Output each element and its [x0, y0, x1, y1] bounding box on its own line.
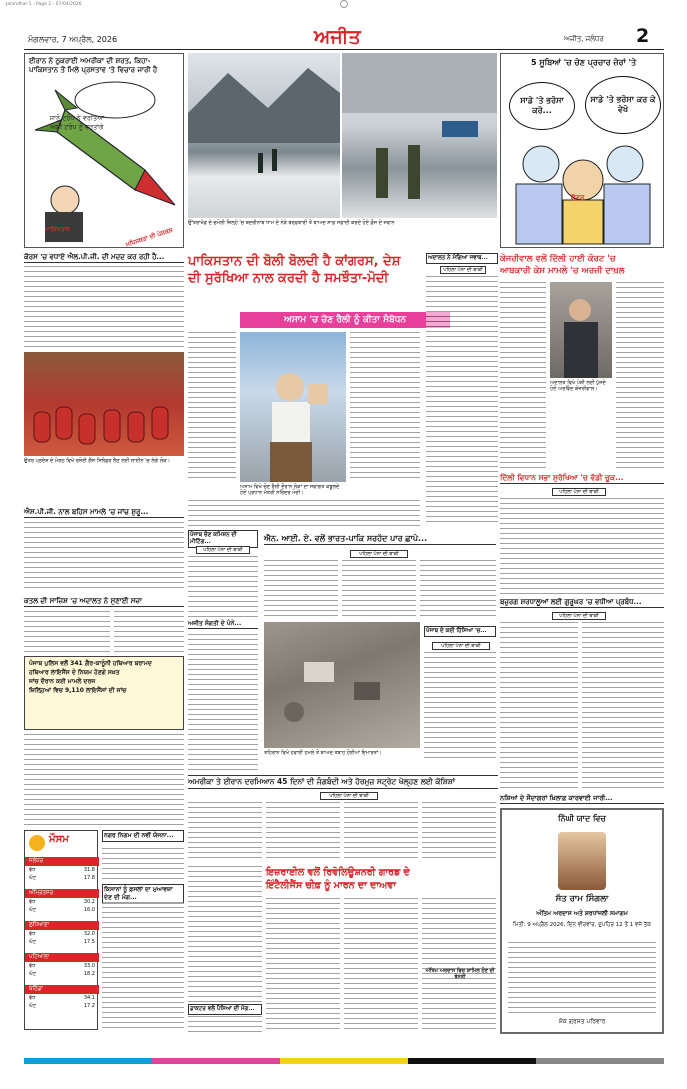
- text-left-mid: [24, 734, 184, 826]
- modi-photo: [240, 332, 346, 482]
- obituary-body: [508, 942, 656, 1016]
- obituary-details: ਮਿਤੀ: 9 ਅਪ੍ਰੈਲ 2026, ਦਿਨ ਵੀਰਵਾਰ, ਦੁਪਹਿਰ 12 ਤੋਂ 1 ਵਜੇ ਤੱਕ: [513, 922, 651, 928]
- print-imprint: Jalandhar-1 - Page 2 - 07/04/2026: [6, 2, 82, 7]
- highlight-item: ਜਾਂਚ ਦੌਰਾਨ ਕਈ ਮਾਮਲੇ ਦਰਜ: [29, 678, 96, 685]
- headline-court: ਕਤਲ ਦੀ ਸਾਜ਼ਿਸ਼ 'ਚ ਅਦਾਲਤ ਨੇ ਸੁਣਾਈ ਸਜ਼ਾ: [24, 597, 184, 607]
- headline-lpg: ਕੋਰਸ 'ਚ ਵਧਾਏ ਐਲ.ਪੀ.ਜੀ. ਦੀ ਮਦਦ ਕਰ ਰਹੀ ਹੈ...: [24, 253, 184, 263]
- cartoon-left-caption: ਈਰਾਨ ਨੇ ਠੁਕਰਾਈ ਅਮਰੀਕਾ ਦੀ ਸ਼ਰਤ, ਕਿਹਾ- ਪਾਕਿਸਤਾਨ ਤੋਂ ਮਿਲੇ ਪ੍ਰਸਤਾਵ 'ਤੇ ਵਿਚਾਰ ਜਾਰੀ ਹੈ: [29, 57, 158, 74]
- text-mid-right: [426, 276, 498, 526]
- cartoon-right-label: ਵੋਟਰ: [571, 194, 585, 202]
- weather-city: ਲੁਧਿਆਣਾ ਵੱਧ 32.0 ਘੱਟ 17.5: [25, 921, 99, 946]
- missile-illustration: [25, 80, 185, 248]
- weather-city-name: ਬਠਿੰਡਾ: [25, 985, 99, 994]
- masthead-city: ਅਜੀਤ, ਜਲੰਧਰ: [564, 35, 604, 43]
- text-israel-2: [266, 898, 340, 1032]
- headline-sansad: ਐਸ.ਪੀ.ਜੀ. ਨਾਲ ਬਹਿਸ ਮਾਮਲੇ 'ਚ ਜਾਂਚ ਸ਼ੁਰੂ...: [24, 508, 184, 518]
- cartoon-right: [500, 53, 664, 248]
- voter-illustration: [501, 134, 665, 248]
- headline-punjab-box: ਪੰਜਾਬ ਦੇ ਕਈ ਹਿੱਸਿਆਂ 'ਚ...: [424, 626, 496, 637]
- text-lead-col1: [188, 332, 236, 482]
- text-nia-1: [264, 560, 338, 618]
- headline-iran-war: ਅਮਰੀਕਾ ਤੇ ਈਰਾਨ ਦਰਮਿਆਨ 45 ਦਿਨਾਂ ਦੀ ਜੰਗਬੰਦੀ ਅਤੇ ਹੋਰਮੁਜ਼ ਸਟ੍ਰੇਟ ਖੋਲ੍ਹਣ ਲਈ ਕੋਸ਼ਿਸ਼ਾਂ: [188, 775, 498, 789]
- section-tag: ਪਹਿਲਾ ਪੰਨਾ ਦੀ ਬਾਕੀ: [440, 266, 486, 274]
- cartoon-left-speech: ਸਾਨੂੰ ਟਰੰਪ ਨੇ ਵਰਤਿਆ ਅਸੀਂ ਟਰੰਪ ਨੂੰ ਵਰਤਾਂਗੇ: [49, 114, 105, 131]
- highlight-item: ਹਥਿਆਰ ਲਾਇਸੈਂਸ ਦੇ ਨਿਯਮ ਹੋਣਗੇ ਸਖ਼ਤ: [29, 669, 120, 676]
- lead-headline-line1: ਪਾਕਿਸਤਾਨ ਦੀ ਬੋਲੀ ਬੋਲਦੀ ਹੈ ਕਾਂਗਰਸ, ਦੇਸ਼: [188, 254, 401, 269]
- page-number: 2: [636, 25, 650, 47]
- section-tag: ਪਹਿਲਾ ਪੰਨਾ ਦੀ ਬਾਕੀ: [196, 546, 250, 554]
- kejriwal-headline-line1: ਕੇਜਰੀਵਾਲ ਵਲੋਂ ਦਿੱਲੀ ਹਾਈ ਕੋਰਟ 'ਚ: [500, 254, 616, 264]
- cartoon-bubble-right: ਸਾਡੇ 'ਤੇ ਭਰੋਸਾ ਕਰ ਕੇ ਵੇਖੋ: [585, 76, 661, 134]
- masthead-title: ਅਜੀਤ: [314, 26, 361, 48]
- weather-title: ਮੌਸਮ: [49, 834, 69, 845]
- lead-subheadline: ਅਸਾਮ 'ਚ ਚੋਣ ਰੈਲੀ ਨੂੰ ਕੀਤਾ ਸੰਬੋਧਨ: [240, 312, 450, 328]
- highlight-box: [24, 656, 184, 730]
- text-nia-3: [420, 560, 496, 618]
- label-pakistan: ਪਾਕਿਸਤਾਨ: [45, 226, 70, 233]
- obituary-portrait: [558, 832, 606, 890]
- text-israel-3: [344, 898, 418, 1032]
- text-farmers: [102, 902, 184, 1030]
- israel-headline-line1: ਇਜ਼ਰਾਈਲ ਵਲੋਂ ਰਿਵੋਲਿਊਸ਼ਨਰੀ ਗਾਰਡ ਦੇ: [266, 867, 410, 878]
- highlight-item: ਜ਼ਿਲ੍ਹਿਆਂ ਵਿਚ 9,110 ਲਾਇਸੈਂਸਾਂ ਦੀ ਜਾਂਚ: [29, 687, 127, 694]
- rubble-photo: [264, 622, 420, 748]
- label-missile: ਮਧਿਸਥਤਾ ਦੀ ਪੇਸ਼ਕਸ਼: [124, 226, 174, 249]
- text-court: [24, 611, 110, 653]
- lead-headline-line2: ਦੀ ਸੁਰੱਖਿਆ ਨਾਲ ਕਰਦੀ ਹੈ ਸਮਝੌਤਾ-ਮੋਦੀ: [188, 271, 389, 286]
- text-election: [188, 556, 258, 618]
- cartoon-left: [24, 53, 184, 248]
- snow-photo-right: [342, 53, 497, 218]
- weather-city: ਜਲੰਧਰ ਵੱਧ 31.8 ਘੱਟ 17.8: [25, 857, 99, 882]
- top-photo-caption: ਉੱਤਰਾਖੰਡ ਦੇ ਚਮੋਲੀ ਜ਼ਿਲ੍ਹੇ 'ਚ ਬਦਰੀਨਾਥ ਧਾਮ ਦੇ ਨੇੜੇ ਬਰਫ਼ਬਾਰੀ ਤੋਂ ਬਾਅਦ ਸਾਫ਼ ਸਫ਼ਾਈ ਕਰਦੇ ਹੋਏ ਫ਼ੌਜ ਦੇ ਜਵਾਨ: [188, 220, 395, 226]
- text-iran-3: [344, 802, 418, 862]
- section-tag: ਪਹਿਲਾ ਪੰਨਾ ਦੀ ਬਾਕੀ: [432, 642, 490, 650]
- text-lead-bottom: [188, 500, 420, 526]
- text-kejriwal-col: [500, 282, 546, 472]
- weather-box: [24, 830, 98, 1030]
- obituary-text: ਅੰਤਿਮ ਅਰਦਾਸ ਅਤੇ ਸ਼ਰਧਾਂਜਲੀ ਸਮਾਗਮ: [536, 910, 628, 917]
- text-punjab-box: [424, 652, 496, 762]
- masthead: [24, 25, 664, 50]
- text-gurudwara-2: [582, 622, 664, 792]
- text-gurudwara-1: [500, 622, 578, 792]
- obituary-side: ਅੰਤਿਮ ਅਰਦਾਸ ਵਿਚ ਸ਼ਾਮਿਲ ਹੋਣ ਦੀ ਬੇਨਤੀ: [425, 968, 495, 981]
- text-bottom-left: [102, 848, 184, 880]
- kejriwal-photo-caption: ਅਦਾਲਤ ਵਿਖੇ ਪੇਸ਼ੀ ਲਈ ਪੁੱਜਦੇ ਹੋਏ ਅਰਵਿੰਦ ਕੇਜਰੀਵਾਲ।: [550, 380, 606, 393]
- text-iran-2: [266, 802, 340, 862]
- registration-mark: [340, 0, 348, 8]
- highlight-item: ਪੰਜਾਬ ਪੁਲਿਸ ਵਲੋਂ 341 ਗ਼ੈਰ-ਕਾਨੂੰਨੀ ਹਥਿਆਰ ਬਰਾਮਦ: [29, 660, 152, 667]
- kejriwal-photo: [550, 282, 612, 378]
- text-iran-1: [188, 802, 262, 862]
- weather-sun-icon: [29, 835, 45, 851]
- weather-city-name: ਪਟਿਆਲਾ: [25, 953, 99, 962]
- masthead-date: ਮੰਗਲਵਾਰ, 7 ਅਪ੍ਰੈਲ, 2026: [28, 35, 118, 44]
- text-sansad: [24, 522, 184, 592]
- soldiers-standing: [342, 53, 497, 218]
- lpg-cylinders-photo: [24, 352, 184, 456]
- text-delhi: [500, 498, 664, 594]
- headline-bottom-left: ਨਗਰ ਨਿਗਮ ਦੀ ਨਵੀਂ ਯੋਜਨਾ...: [102, 830, 184, 842]
- weather-city-name: ਜਲੰਧਰ: [25, 857, 99, 866]
- headline-kejri-small: ਅਦਾਲਤ ਨੇ ਮੰਗਿਆ ਜਵਾਬ...: [426, 253, 498, 264]
- weather-city: ਪਟਿਆਲਾ ਵੱਧ 33.0 ਘੱਟ 18.2: [25, 953, 99, 978]
- section-tag: ਪਹਿਲਾ ਪੰਨਾ ਦੀ ਬਾਕੀ: [320, 792, 378, 800]
- weather-city-name: ਅੰਮ੍ਰਿਤਸਰ: [25, 889, 99, 898]
- headline-drugs: ਨਸ਼ਿਆਂ ਦੇ ਸੌਦਾਗਰਾਂ ਖ਼ਿਲਾਫ਼ ਕਾਰਵਾਈ ਜਾਰੀ...: [500, 794, 664, 804]
- kejriwal-headline: [500, 253, 664, 277]
- obituary-name: ਸੱਤ ਰਾਮ ਸਿੰਗਲਾ: [555, 894, 609, 904]
- headline-election: ਪੰਜਾਬ ਚੋਣ ਕਮਿਸ਼ਨ ਦੀ ਮੀਟਿੰਗ...: [188, 530, 258, 548]
- text-lpg: [24, 266, 184, 350]
- snow-photo-left: [188, 53, 340, 218]
- section-tag: ਪਹਿਲਾ ਪੰਨਾ ਦੀ ਬਾਕੀ: [552, 488, 606, 496]
- obituary-footer: ਸ਼ੋਕ ਗ੍ਰਸਤ ਪਰਿਵਾਰ: [558, 1018, 606, 1025]
- headline-delhi-assembly: ਦਿੱਲੀ ਵਿਧਾਨ ਸਭਾ ਸੁਰੱਖਿਆ 'ਚ ਵੱਡੀ ਚੂਕ...: [500, 473, 664, 484]
- obituary-box: [500, 808, 664, 1034]
- text-court-2: [114, 611, 184, 653]
- text-iran-4: [422, 802, 496, 862]
- headline-farmers: ਕਿਸਾਨਾਂ ਨੂੰ ਫ਼ਸਲਾਂ ਦਾ ਮੁਆਵਜ਼ਾ ਦੇਣ ਦੀ ਮੰਗ...: [102, 884, 184, 904]
- modi-photo-caption: ਅਸਾਮ ਵਿਖੇ ਚੋਣ ਰੈਲੀ ਦੌਰਾਨ ਲੋਕਾਂ ਦਾ ਸਵਾਗਤ ਕਬੂਲਦੇ ਹੋਏ ਪ੍ਰਧਾਨ ਮੰਤਰੀ ਨਰਿੰਦਰ ਮੋਦੀ।: [240, 484, 340, 497]
- weather-city-name: ਲੁਧਿਆਣਾ: [25, 921, 99, 930]
- colour-bar: [24, 1058, 664, 1064]
- section-tag: ਪਹਿਲਾ ਪੰਨਾ ਦੀ ਬਾਕੀ: [552, 612, 606, 620]
- israel-headline: [266, 866, 496, 892]
- weather-city: ਅੰਮ੍ਰਿਤਸਰ ਵੱਧ 30.2 ਘੱਟ 16.0: [25, 889, 99, 914]
- israel-headline-line2: ਇੰਟੈਲੀਜੈਂਸ ਚੀਫ਼ ਨੂੰ ਮਾਰਨ ਦਾ ਦਾਅਵਾ: [266, 880, 397, 891]
- cartoon-right-caption: 5 ਸੂਬਿਆਂ 'ਚ ਚੋਣ ਪ੍ਰਚਾਰ ਜ਼ੋਰਾਂ 'ਤੇ: [531, 58, 637, 67]
- weather-city: ਬਠਿੰਡਾ ਵੱਧ 34.1 ਘੱਟ 17.2: [25, 985, 99, 1010]
- text-lead-col3: [350, 332, 420, 482]
- section-tag: ਪਹਿਲਾ ਪੰਨਾ ਦੀ ਬਾਕੀ: [350, 550, 408, 558]
- kejriwal-headline-line2: ਆਬਕਾਰੀ ਕੇਸ ਮਾਮਲੇ 'ਚ ਅਰਜ਼ੀ ਦਾਖ਼ਲ: [500, 266, 625, 276]
- cartoon-bubble-left: ਸਾਡੇ 'ਤੇ ਭਰੋਸਾ ਕਰੋ...: [509, 82, 575, 130]
- text-kejriwal-col2: [616, 282, 664, 472]
- soldiers-walking: [188, 53, 340, 218]
- headline-ajit-weekly: ਅਜੀਤ ਸੰਗਤੀ ਦੇ ਪੰਨੇ...: [188, 620, 258, 629]
- headline-nia: ਐਨ. ਆਈ. ਏ. ਵਲੋਂ ਭਾਰਤ-ਪਾਕਿ ਸਰਹੱਦ ਪਾਰ ਛਾਪੇ...: [264, 534, 496, 545]
- text-nia-2: [342, 560, 416, 618]
- rubble-photo-caption: ਤਹਿਰਾਨ ਵਿਖੇ ਹਵਾਈ ਹਮਲੇ ਤੋਂ ਬਾਅਦ ਤਬਾਹ ਹੋਈਆਂ ਇਮਾਰਤਾਂ।: [264, 750, 382, 756]
- text-ajit-weekly: [188, 634, 258, 774]
- lpg-photo-caption: ਉਤਰ ਪ੍ਰਦੇਸ਼ ਦੇ ਮੇਰਠ ਵਿਖੇ ਰਸੋਈ ਗੈਸ ਸਿਲੰਡਰ ਲੈਣ ਲਈ ਲਾਈਨ 'ਚ ਲੱਗੇ ਲੋਕ।: [24, 458, 170, 464]
- obituary-title: ਨਿੱਘੀ ਯਾਦ ਵਿਚ: [558, 814, 606, 823]
- headline-bottom-mid: ਡਾਕਟਰ ਵਲੋਂ ਪੈਸਿਆਂ ਦੀ ਮੰਗ...: [188, 1004, 262, 1015]
- text-israel-4: [422, 898, 496, 1032]
- headline-gurudwara: ਬਜ਼ੁਰਗ ਸ਼ਰਧਾਲੂਆਂ ਲਈ ਗੁਰੂਘਰ 'ਚ ਵਧੀਆ ਪ੍ਰਬੰਧ...: [500, 598, 664, 608]
